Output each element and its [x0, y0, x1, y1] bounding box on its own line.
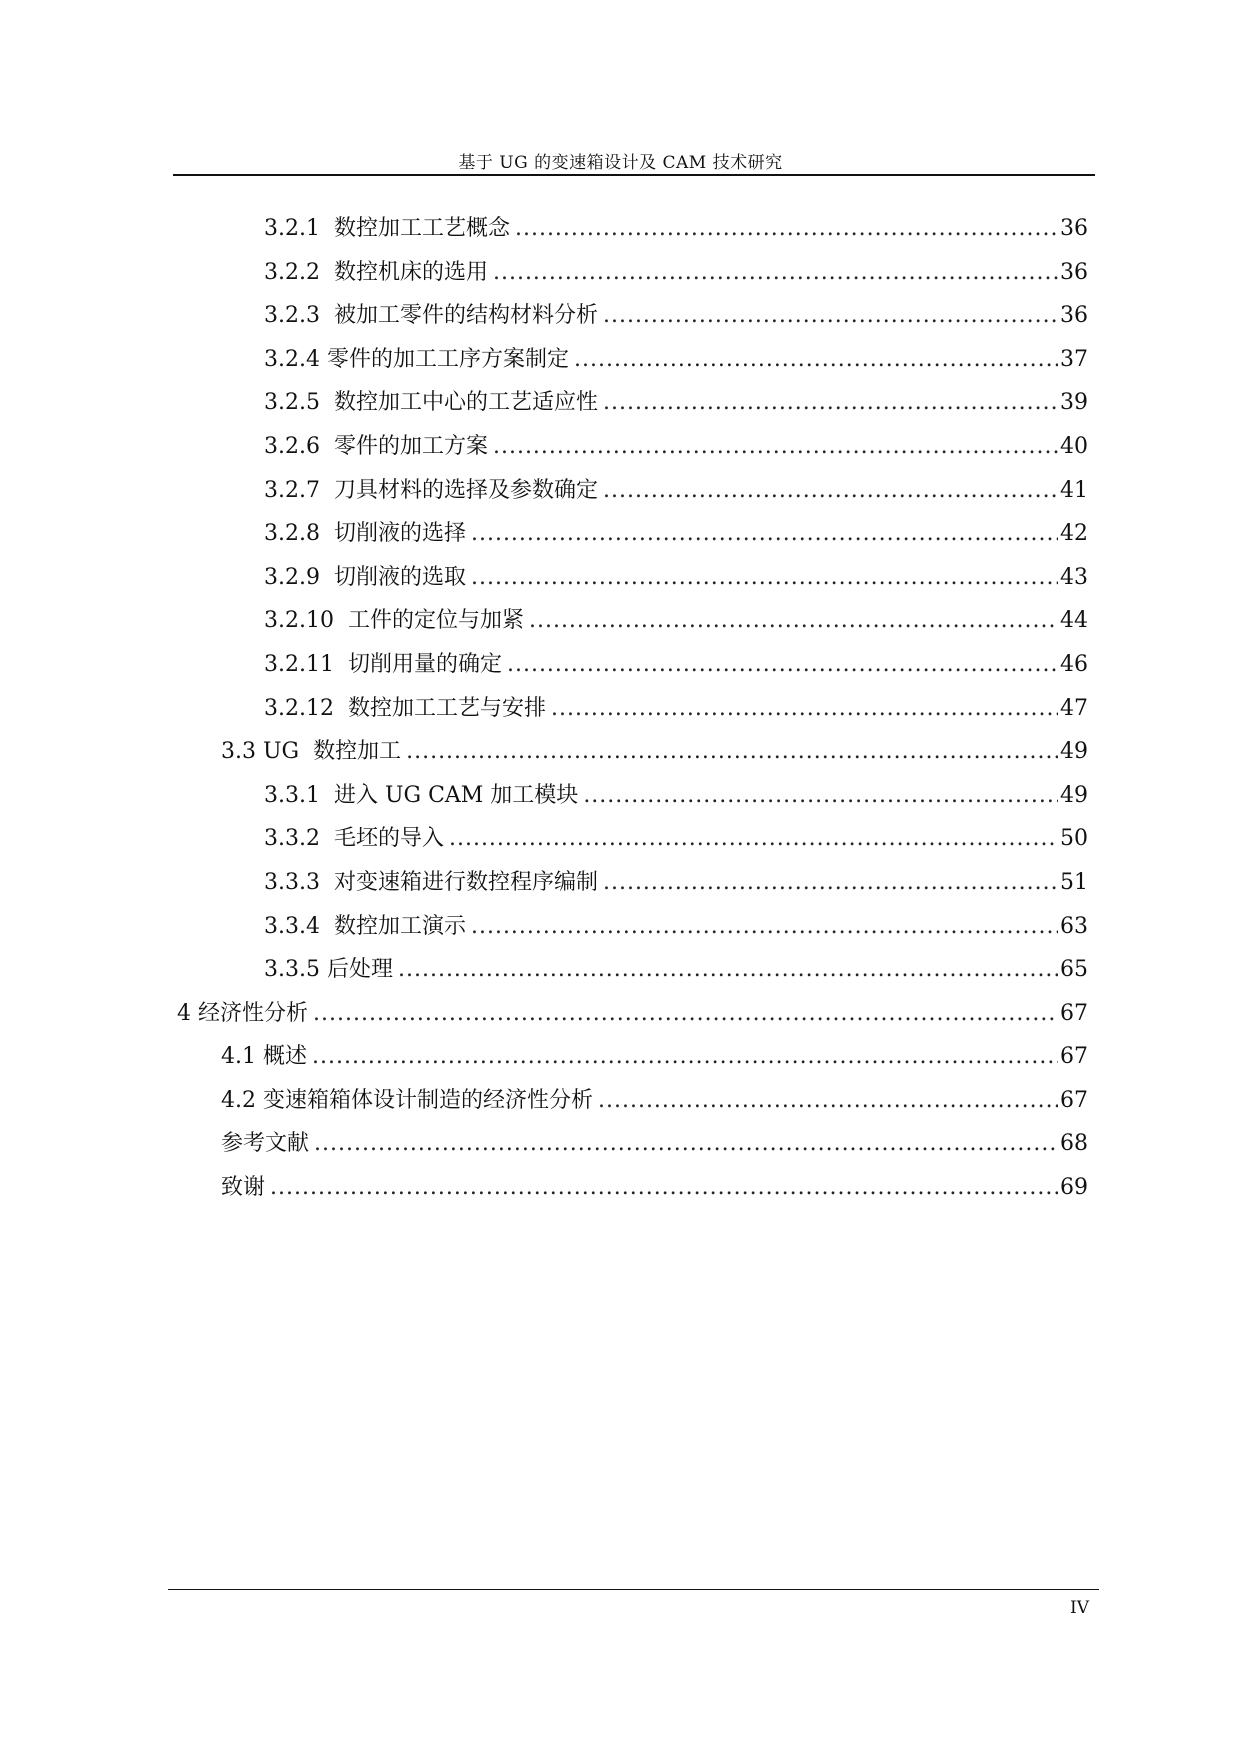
- toc-entry-page: 49: [1060, 782, 1088, 808]
- toc-entry-page: 37: [1060, 346, 1088, 372]
- toc-entry[interactable]: [0, 692, 1241, 736]
- toc-entry[interactable]: [0, 866, 1241, 910]
- toc-entry[interactable]: [0, 1040, 1241, 1084]
- toc-entry-title: 4.1 概述: [221, 1044, 307, 1070]
- toc-entry-title: 4 经济性分析: [177, 1000, 308, 1026]
- toc-dot-leader: [471, 561, 1058, 595]
- toc-entry-title: 致谢: [221, 1175, 266, 1201]
- toc-entry-title: 3.3.3 对变速箱进行数控程序编制: [264, 869, 598, 895]
- toc-entry-title: 3.2.4 零件的加工工序方案制定: [264, 346, 569, 372]
- toc-entry-page: 47: [1060, 695, 1088, 721]
- header-rule: [173, 174, 1095, 176]
- toc-entry[interactable]: [0, 604, 1241, 648]
- toc-entry-page: 49: [1060, 739, 1088, 765]
- toc-entry[interactable]: [0, 386, 1241, 430]
- toc-dot-leader: [493, 430, 1058, 464]
- toc-entry-page: 50: [1060, 826, 1088, 852]
- toc-entry-page: 42: [1060, 521, 1088, 547]
- toc-entry[interactable]: [0, 343, 1241, 387]
- toc-entry[interactable]: [0, 517, 1241, 561]
- toc-entry-title: 4.2 变速箱箱体设计制造的经济性分析: [221, 1087, 593, 1113]
- toc-entry-page: 67: [1060, 1000, 1088, 1026]
- toc-entry-page: 36: [1060, 216, 1088, 241]
- toc-entry-title: 3.3.1 进入 UG CAM 加工模块: [264, 782, 579, 808]
- toc-dot-leader: [529, 604, 1058, 638]
- toc-entry-title: 3.2.12 数控加工工艺与安排: [264, 695, 546, 721]
- toc-entry-title: 3.2.6 零件的加工方案: [264, 433, 488, 459]
- toc-dot-leader: [583, 779, 1058, 813]
- toc-entry-page: 67: [1060, 1044, 1088, 1070]
- toc-dot-leader: [493, 256, 1058, 290]
- running-header-title: 基于 UG 的变速箱设计及 CAM 技术研究: [458, 153, 783, 173]
- toc-dot-leader: [406, 735, 1058, 769]
- toc-entry[interactable]: [0, 1127, 1241, 1171]
- footer-rule: [168, 1589, 1099, 1590]
- toc-entry[interactable]: [0, 212, 1241, 256]
- toc-entry[interactable]: [0, 779, 1241, 823]
- toc-entry[interactable]: [0, 561, 1241, 605]
- toc-entry-page: 68: [1060, 1131, 1088, 1157]
- toc-entry-title: 3.2.3 被加工零件的结构材料分析: [264, 303, 598, 329]
- toc-entry-title: 3.3 UG 数控加工: [221, 739, 402, 765]
- toc-entry-page: 36: [1060, 303, 1088, 329]
- toc-entry-page: 67: [1060, 1087, 1088, 1113]
- toc-dot-leader: [598, 1084, 1058, 1118]
- toc-entry-title: 3.2.5 数控加工中心的工艺适应性: [264, 390, 598, 416]
- toc-entry-page: 36: [1060, 259, 1088, 285]
- table-of-contents: [0, 212, 1241, 1215]
- toc-entry[interactable]: [0, 256, 1241, 300]
- toc-dot-leader: [515, 212, 1058, 246]
- toc-dot-leader: [603, 866, 1058, 900]
- toc-entry[interactable]: [0, 822, 1241, 866]
- toc-dot-leader: [471, 910, 1058, 944]
- toc-entry-title: 3.2.7 刀具材料的选择及参数确定: [264, 477, 598, 503]
- toc-entry-page: 51: [1060, 869, 1088, 895]
- toc-dot-leader: [603, 386, 1058, 420]
- toc-entry-page: 69: [1060, 1175, 1088, 1201]
- toc-dot-leader: [603, 474, 1058, 508]
- toc-entry-title: 3.3.4 数控加工演示: [264, 913, 466, 939]
- toc-entry-title: 3.2.9 切削液的选取: [264, 564, 466, 590]
- toc-entry-page: 44: [1060, 608, 1088, 634]
- toc-entry[interactable]: [0, 1084, 1241, 1128]
- toc-dot-leader: [398, 953, 1058, 987]
- toc-entry-title: 3.2.1 数控加工工艺概念: [264, 216, 510, 241]
- toc-entry-title: 3.3.5 后处理: [264, 957, 393, 983]
- toc-entry[interactable]: [0, 648, 1241, 692]
- toc-entry[interactable]: [0, 997, 1241, 1041]
- page-number: IV: [1070, 1598, 1089, 1618]
- toc-entry[interactable]: [0, 953, 1241, 997]
- toc-entry-title: 3.2.2 数控机床的选用: [264, 259, 488, 285]
- toc-entry[interactable]: [0, 910, 1241, 954]
- toc-entry-page: 43: [1060, 564, 1088, 590]
- toc-entry-title: 3.3.2 毛坯的导入: [264, 826, 444, 852]
- toc-dot-leader: [312, 1040, 1058, 1074]
- toc-entry[interactable]: [0, 474, 1241, 518]
- toc-dot-leader: [313, 997, 1058, 1031]
- toc-entry-page: 39: [1060, 390, 1088, 416]
- toc-entry[interactable]: [0, 430, 1241, 474]
- toc-entry[interactable]: [0, 1171, 1241, 1215]
- toc-entry-title: 3.2.11 切削用量的确定: [264, 651, 502, 677]
- toc-dot-leader: [574, 343, 1058, 377]
- toc-dot-leader: [603, 299, 1058, 333]
- toc-dot-leader: [314, 1127, 1058, 1161]
- toc-entry[interactable]: [0, 735, 1241, 779]
- toc-dot-leader: [471, 517, 1058, 551]
- toc-entry[interactable]: [0, 299, 1241, 343]
- toc-entry-title: 3.2.10 工件的定位与加紧: [264, 608, 524, 634]
- toc-entry-page: 41: [1060, 477, 1088, 503]
- toc-entry-page: 63: [1060, 913, 1088, 939]
- toc-entry-page: 65: [1060, 957, 1088, 983]
- toc-dot-leader: [551, 692, 1058, 726]
- toc-entry-page: 40: [1060, 433, 1088, 459]
- toc-entry-page: 46: [1060, 651, 1088, 677]
- toc-dot-leader: [270, 1171, 1058, 1205]
- toc-entry-title: 3.2.8 切削液的选择: [264, 521, 466, 547]
- toc-entry-title: 参考文献: [221, 1131, 310, 1157]
- toc-dot-leader: [449, 822, 1058, 856]
- toc-dot-leader: [507, 648, 1058, 682]
